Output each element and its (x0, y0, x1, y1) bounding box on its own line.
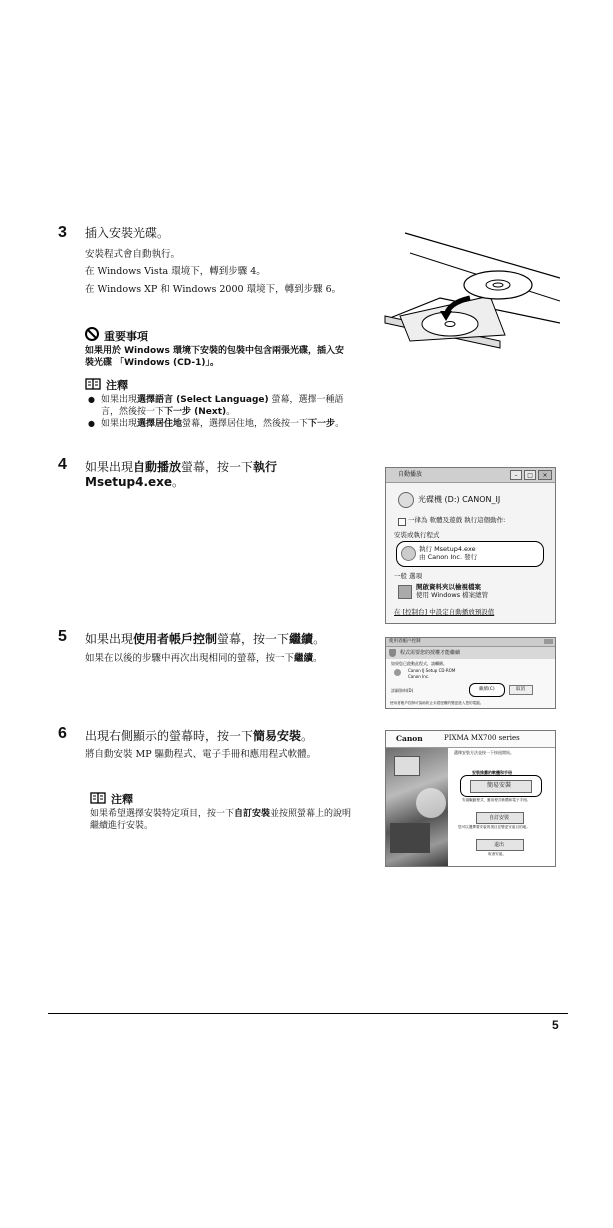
product-name: PIXMA MX700 series (444, 734, 520, 742)
step-3-number: 3 (58, 224, 67, 241)
section-install-label: 安裝或執行程式 (394, 531, 440, 539)
canon-logo: Canon (396, 734, 423, 743)
uac-continue-button[interactable]: 繼續(C) (469, 683, 505, 697)
step-3-note-heading (85, 377, 128, 393)
printer-cd-illustration (380, 223, 560, 353)
footer-rule (48, 1013, 568, 1014)
exit-button[interactable]: 退出 (476, 839, 524, 851)
step-6-note-body: 如果希望選擇安裝特定項目，按一下自訂安裝並按照螢幕上的說明繼續進行安裝。 (90, 809, 352, 831)
book-icon (90, 792, 106, 807)
step-3-line-1: 安裝程式會自動執行。 (85, 249, 181, 260)
cd-drive-icon (398, 492, 414, 508)
exit-desc: 取消安裝。 (488, 852, 506, 856)
autoplay-titlebar: 自動播放 – □ × (386, 468, 555, 483)
always-checkbox[interactable] (398, 518, 406, 526)
run-msetup-label: 執行 Msetup4.exe (419, 545, 476, 553)
book-icon (85, 378, 101, 393)
installer-window (385, 730, 556, 867)
custom-install-desc: 您可以選擇要安裝的項目並變更安裝目的地。 (458, 825, 530, 829)
page-number: 5 (552, 1018, 559, 1032)
custom-install-button[interactable]: 自訂安裝 (476, 812, 524, 824)
program-icon (394, 669, 401, 676)
easy-install-caption: 安裝推薦的軟體和手冊 (472, 770, 512, 775)
easy-install-button[interactable]: 簡易安裝 (460, 775, 542, 797)
step-5-title: 如果出現使用者帳戶控制螢幕，按一下繼續。 (85, 632, 326, 646)
autoplay-window (385, 467, 556, 624)
uac-program-name: Canon IJ Setup CD-ROM (408, 668, 456, 673)
uac-titlebar: 使用者帳戶控制 (386, 638, 555, 647)
folder-icon (398, 585, 412, 599)
open-folder-sub: 使用 Windows 檔案總管 (416, 591, 489, 599)
uac-cancel-button[interactable]: 取消 (509, 685, 533, 695)
important-body: 如果用於 Windows 環境下安裝的包裝中包含兩張光碟，插入安裝光碟 「Windows (CD-1)」。 (85, 346, 344, 368)
important-heading (85, 327, 148, 344)
window-controls: – □ × (510, 470, 552, 480)
step-4-title: 如果出現自動播放螢幕，按一下執行 Msetup4.exe。 (85, 460, 278, 489)
prohibition-icon (85, 327, 99, 344)
open-folder-option[interactable]: 開啟資料夾以檢視檔案 (416, 583, 481, 591)
step-3-line-2: 在 Windows Vista 環境下，轉到步驟 4。 (85, 266, 266, 277)
installer-side-photos (386, 748, 448, 867)
uac-details-toggle[interactable]: 詳細資料(D) (391, 688, 414, 693)
autoplay-settings-link[interactable]: 在 [控制台] 中設定自動播放預設值 (394, 608, 495, 616)
step-5-body: 如果在以後的步驟中再次出現相同的螢幕，按一下繼續。 (85, 653, 323, 664)
uac-line-1: 如果您已啟動此程式，請繼續。 (391, 661, 447, 666)
step-4-number: 4 (58, 456, 67, 473)
shield-icon (389, 649, 396, 657)
run-msetup-publisher: 由 Canon Inc. 發行 (419, 553, 478, 561)
step-6-body: 將自動安裝 MP 驅動程式、電子手冊和應用程式軟體。 (85, 749, 317, 760)
step-3-title: 插入安裝光碟。 (85, 226, 170, 240)
easy-install-desc: 安裝驅動程式、應用程式軟體和電子手冊。 (462, 798, 531, 802)
step-6-note-heading (90, 791, 133, 807)
step-3-line-3: 在 Windows XP 和 Windows 2000 環境下，轉到步驟 6。 (85, 284, 342, 295)
note-heading-label: 注釋 (106, 379, 128, 392)
installer-subtitle: 選擇安裝方法並按一下按鈕開始。 (454, 750, 514, 755)
run-msetup-option[interactable] (396, 541, 544, 567)
uac-window (385, 637, 556, 709)
drive-label: 光碟機 (D:) CANON_IJ (418, 495, 501, 504)
step-5-number: 5 (58, 628, 67, 645)
uac-header-text: 程式需要您的授權才能繼續 (400, 650, 461, 656)
list-item: ● 如果出現選擇居住地螢幕，選擇居住地，然後按一下下一步。 (88, 418, 353, 430)
uac-header-band (386, 647, 555, 659)
installer-header (386, 731, 555, 748)
step-3-note-list (88, 394, 353, 430)
cd-icon (401, 546, 416, 561)
uac-footer: 使用者帳戶控制可協助防止未經授權的變更進入您的電腦。 (390, 701, 484, 705)
step-6-number: 6 (58, 725, 67, 742)
always-checkbox-label: 一律為 軟體及遊戲 執行這個動作: (408, 516, 506, 524)
uac-publisher: Canon Inc. (408, 674, 430, 679)
close-icon[interactable] (544, 639, 553, 644)
step-6-title: 出現右側顯示的螢幕時，按一下簡易安裝。 (85, 729, 314, 743)
list-item: ● 如果出現選擇語言 (Select Language) 螢幕，選擇一種語言，然後按一下下一步 (Next)。 (88, 394, 353, 418)
important-heading-label: 重要事項 (104, 329, 148, 343)
section-general-label: 一般 選項 (394, 572, 423, 580)
note-heading-label: 注釋 (111, 793, 133, 806)
